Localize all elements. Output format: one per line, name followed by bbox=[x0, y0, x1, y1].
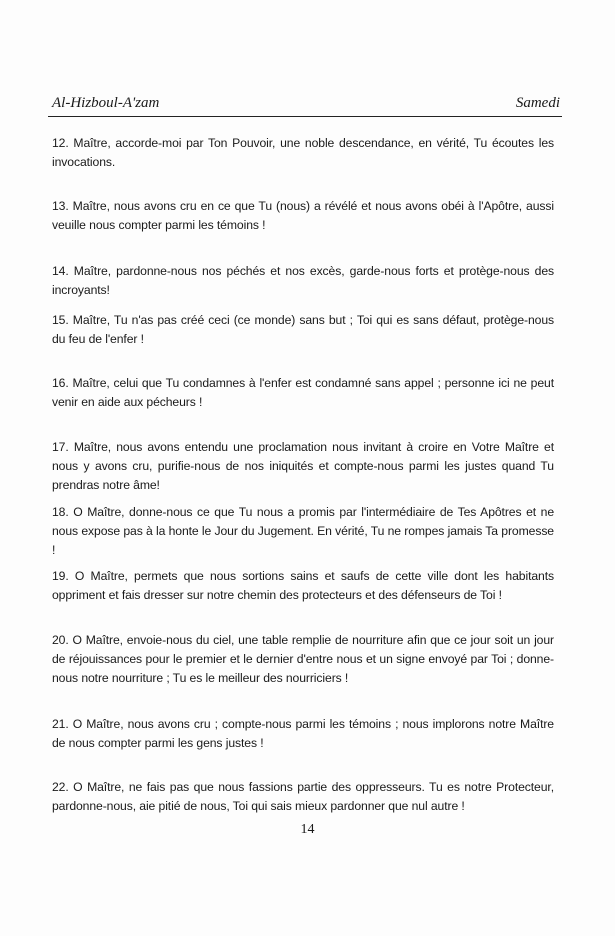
running-header bbox=[48, 94, 562, 117]
paragraph-15: 15. Maître, Tu n'as pas créé ceci (ce monde) sans but ; Toi qui es sans défaut, protège-nous du feu de l'enfer ! bbox=[52, 313, 554, 346]
paragraph-20: 20. O Maître, envoie-nous du ciel, une table remplie de nourriture afin que ce jour soit un jour de réjouissances pour le premier et le dernier d'entre nous et un signe envoyé par Toi ; donne-nous notre nourriture ; Tu es le meilleur des nourriciers ! bbox=[52, 633, 554, 685]
paragraph-17: 17. Maître, nous avons entendu une proclamation nous invitant à croire en Votre Maître et nous y avons cru, purifie-nous de nos iniquités et compte-nous parmi les justes quand Tu prendras notre âme! bbox=[52, 440, 554, 492]
paragraph-21: 21. O Maître, nous avons cru ; compte-nous parmi les témoins ; nous implorons notre Maître de nous compter parmi les gens justes ! bbox=[52, 717, 554, 750]
header-day: Samedi bbox=[515, 95, 560, 111]
paragraph-14: 14. Maître, pardonne-nous nos péchés et nos excès, garde-nous forts et protège-nous des incroyants! bbox=[52, 264, 554, 297]
page-number: 14 bbox=[300, 822, 315, 837]
header-book-title: Al-Hizboul-A'zam bbox=[52, 95, 160, 111]
paragraph-12: 12. Maître, accorde-moi par Ton Pouvoir, une noble descendance, en vérité, Tu écoutes les invocations. bbox=[52, 136, 554, 169]
paragraph-16: 16. Maître, celui que Tu condamnes à l'enfer est condamné sans appel ; personne ici ne peut venir en aide aux pécheurs ! bbox=[52, 376, 554, 409]
paragraph-18: 18. O Maître, donne-nous ce que Tu nous a promis par l'intermédiaire de Tes Apôtres et ne nous expose pas à la honte le Jour du Jugement. En vérité, Tu ne rompes jamais Ta promesse ! bbox=[52, 505, 554, 557]
paragraph-19: 19. O Maître, permets que nous sortions sains et saufs de cette ville dont les habitants oppriment et fais dresser sur notre chemin des protecteurs et des défenseurs de Toi ! bbox=[52, 569, 554, 602]
paragraph-22: 22. O Maître, ne fais pas que nous fassions partie des oppresseurs. Tu es notre Protecteur, pardonne-nous, aie pitié de nous, Toi qui sais mieux pardonner que nul autre ! bbox=[52, 780, 554, 813]
paragraph-13: 13. Maître, nous avons cru en ce que Tu (nous) a révélé et nous avons obéi à l'Apôtre, aussi veuille nous compter parmi les témoins ! bbox=[52, 199, 554, 232]
